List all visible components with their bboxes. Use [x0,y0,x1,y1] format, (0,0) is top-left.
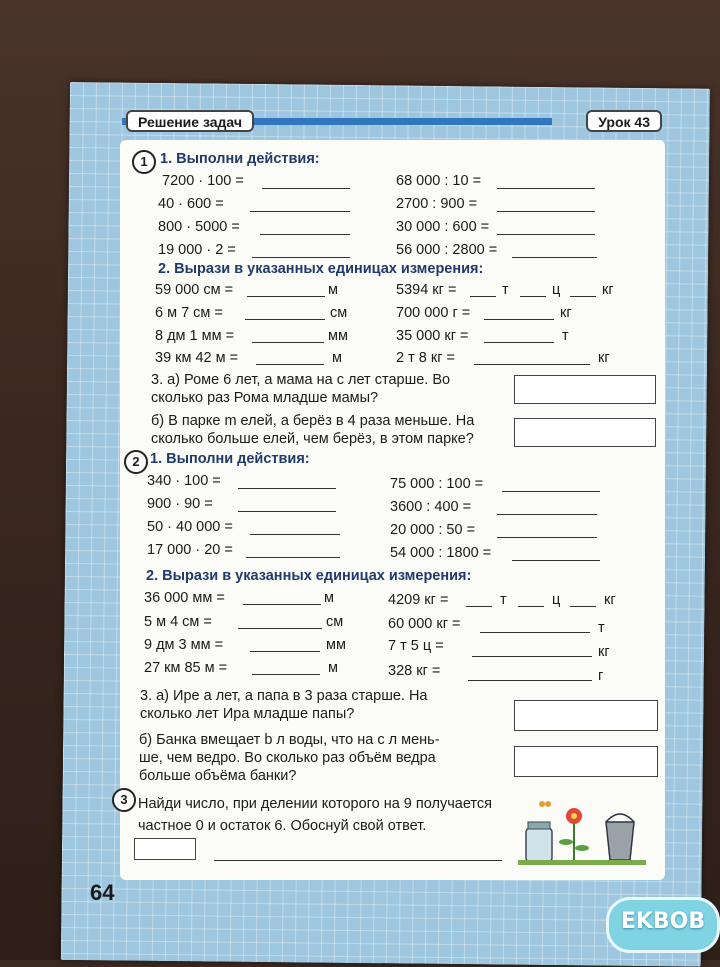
answer-line[interactable] [484,319,554,320]
b1-expr-r0: 68 000 : 10 = [396,173,482,189]
lesson-number: Урок 43 [586,110,662,132]
unit-label: т [500,592,507,608]
b2-expr-l3: 17 000 · 20 = [147,542,233,558]
b2-expr-r0: 75 000 : 100 = [390,476,484,492]
unit-label: кг [598,644,610,660]
answer-line[interactable] [497,211,595,212]
b1-expr-l1: 40 · 600 = [158,196,224,212]
answer-line[interactable] [238,628,322,629]
answer-line[interactable] [260,234,350,235]
b1-task3b-line1: б) В парке m елей, а берёз в 4 раза меньше. На [151,413,475,429]
unit-label: т [562,328,569,344]
answer-line[interactable] [497,537,597,538]
answer-line[interactable] [250,651,320,652]
unit-label: м [328,660,338,676]
answer-line[interactable] [512,257,597,258]
answer-line[interactable] [252,342,324,343]
block-number-3: 3 [112,788,136,812]
answer-line[interactable] [570,606,596,607]
answer-line[interactable] [472,656,592,657]
b1-conv-l0: 59 000 см = [155,282,234,298]
answer-line[interactable] [502,491,600,492]
answer-line[interactable] [497,514,597,515]
b1-conv-l2: 8 дм 1 мм = [155,328,235,344]
answer-box[interactable] [514,700,658,731]
b1-conv-l1: 6 м 7 см = [155,305,223,321]
b1-task1-title: 1. Выполни действия: [160,151,320,167]
answer-line[interactable] [480,632,590,633]
answer-line[interactable] [262,188,350,189]
unit-label: м [328,282,338,298]
b2-task3a-line1: 3. а) Ире а лет, а папа в 3 раза старше. На [140,688,428,704]
answer-box[interactable] [514,746,658,777]
unit-label: т [502,282,509,298]
b2-conv-r1: 60 000 кг = [388,616,461,632]
b1-task3a-line1: 3. а) Роме 6 лет, а мама на с лет старше. Во [151,372,451,388]
answer-line[interactable] [243,604,321,605]
answer-line[interactable] [238,488,336,489]
b3-text-line1: Найди число, при делении которого на 9 получается [138,796,492,812]
b2-expr-r3: 54 000 : 1800 = [390,545,492,561]
unit-label: г [598,668,604,684]
block-number-2: 2 [124,450,148,474]
answer-line[interactable] [470,296,496,297]
unit-label: кг [602,282,614,298]
unit-label: см [326,614,344,630]
answer-line[interactable] [214,860,502,861]
b2-task3a-line2: сколько лет Ира младше папы? [140,706,355,722]
b1-expr-r1: 2700 : 900 = [396,196,478,212]
answer-box[interactable] [514,418,656,447]
jar-icon [526,822,552,862]
answer-line[interactable] [250,211,350,212]
page-header [62,110,662,132]
answer-line[interactable] [497,188,595,189]
b1-task3b-line2: сколько больше елей, чем берёз, в этом парке? [151,431,474,447]
answer-line[interactable] [570,296,596,297]
b2-conv-l3: 27 км 85 м = [144,660,228,676]
answer-line[interactable] [466,606,492,607]
answer-line[interactable] [497,234,595,235]
b1-conv-r3: 2 т 8 кг = [396,350,455,366]
b2-conv-r2: 7 т 5 ц = [388,638,444,654]
answer-line[interactable] [256,364,324,365]
b2-expr-l0: 340 · 100 = [147,473,221,489]
b2-task3b-line2: ше, чем ведро. Во сколько раз объём ведра [139,750,436,766]
bucket-icon [606,814,634,860]
b1-expr-l3: 19 000 · 2 = [158,242,236,258]
answer-line[interactable] [250,534,340,535]
b2-expr-r2: 20 000 : 50 = [390,522,476,538]
answer-line[interactable] [238,511,336,512]
b1-conv-r0: 5394 кг = [396,282,457,298]
grass [518,860,646,865]
answer-line[interactable] [468,680,592,681]
b2-task3b-line1: б) Банка вмещает b л воды, что на с л мень- [139,732,440,748]
unit-label: м [332,350,342,366]
b1-task2-title: 2. Вырази в указанных единицах измерения: [158,261,484,277]
b1-conv-r1: 700 000 г = [396,305,471,321]
answer-line[interactable] [252,674,320,675]
unit-label: мм [326,637,346,653]
unit-label: кг [560,305,572,321]
unit-label: мм [328,328,348,344]
b2-expr-r1: 3600 : 400 = [390,499,472,515]
answer-line[interactable] [512,560,600,561]
b2-task3b-line3: больше объёма банки? [139,768,297,784]
b1-expr-l0: 7200 · 100 = [162,173,244,189]
b2-expr-l1: 900 · 90 = [147,496,213,512]
b1-expr-r3: 56 000 : 2800 = [396,242,498,258]
b1-task3a-line2: сколько раз Рома младше мамы? [151,390,379,406]
unit-label: м [324,590,334,606]
unit-label: кг [604,592,616,608]
b2-conv-l0: 36 000 мм = [144,590,225,606]
b2-conv-l2: 9 дм 3 мм = [144,637,224,653]
butterfly-icon [539,801,551,807]
b2-task1-title: 1. Выполни действия: [150,451,310,467]
answer-line[interactable] [246,557,340,558]
unit-label: ц [552,592,561,608]
b2-conv-l1: 5 м 4 см = [144,614,212,630]
unit-label: т [598,620,605,636]
b2-expr-l2: 50 · 40 000 = [147,519,233,535]
answer-line[interactable] [247,296,325,297]
section-title: Решение задач [126,110,254,132]
answer-line[interactable] [484,342,554,343]
block-number-1: 1 [132,150,156,174]
answer-line[interactable] [520,296,546,297]
page-number: 64 [90,880,115,905]
answer-line[interactable] [252,257,350,258]
answer-line[interactable] [245,319,325,320]
b3-text-line2: частное 0 и остаток 6. Обоснуй свой ответ. [138,818,427,834]
watermark-logo: EKBOB [606,897,720,953]
unit-label: см [330,305,348,321]
answer-box[interactable] [514,375,656,404]
unit-label: кг [598,350,610,366]
b1-conv-l3: 39 км 42 м = [155,350,239,366]
b1-expr-r2: 30 000 : 600 = [396,219,490,235]
answer-line[interactable] [474,364,590,365]
b1-conv-r2: 35 000 кг = [396,328,469,344]
unit-label: ц [552,282,561,298]
b2-task2-title: 2. Вырази в указанных единицах измерения: [146,568,472,584]
answer-line[interactable] [518,606,544,607]
flower-icon [559,808,589,860]
b2-conv-r0: 4209 кг = [388,592,449,608]
garden-illustration [518,798,646,866]
b1-expr-l2: 800 · 5000 = [158,219,240,235]
b2-conv-r3: 328 кг = [388,663,441,679]
answer-box[interactable] [134,838,196,860]
